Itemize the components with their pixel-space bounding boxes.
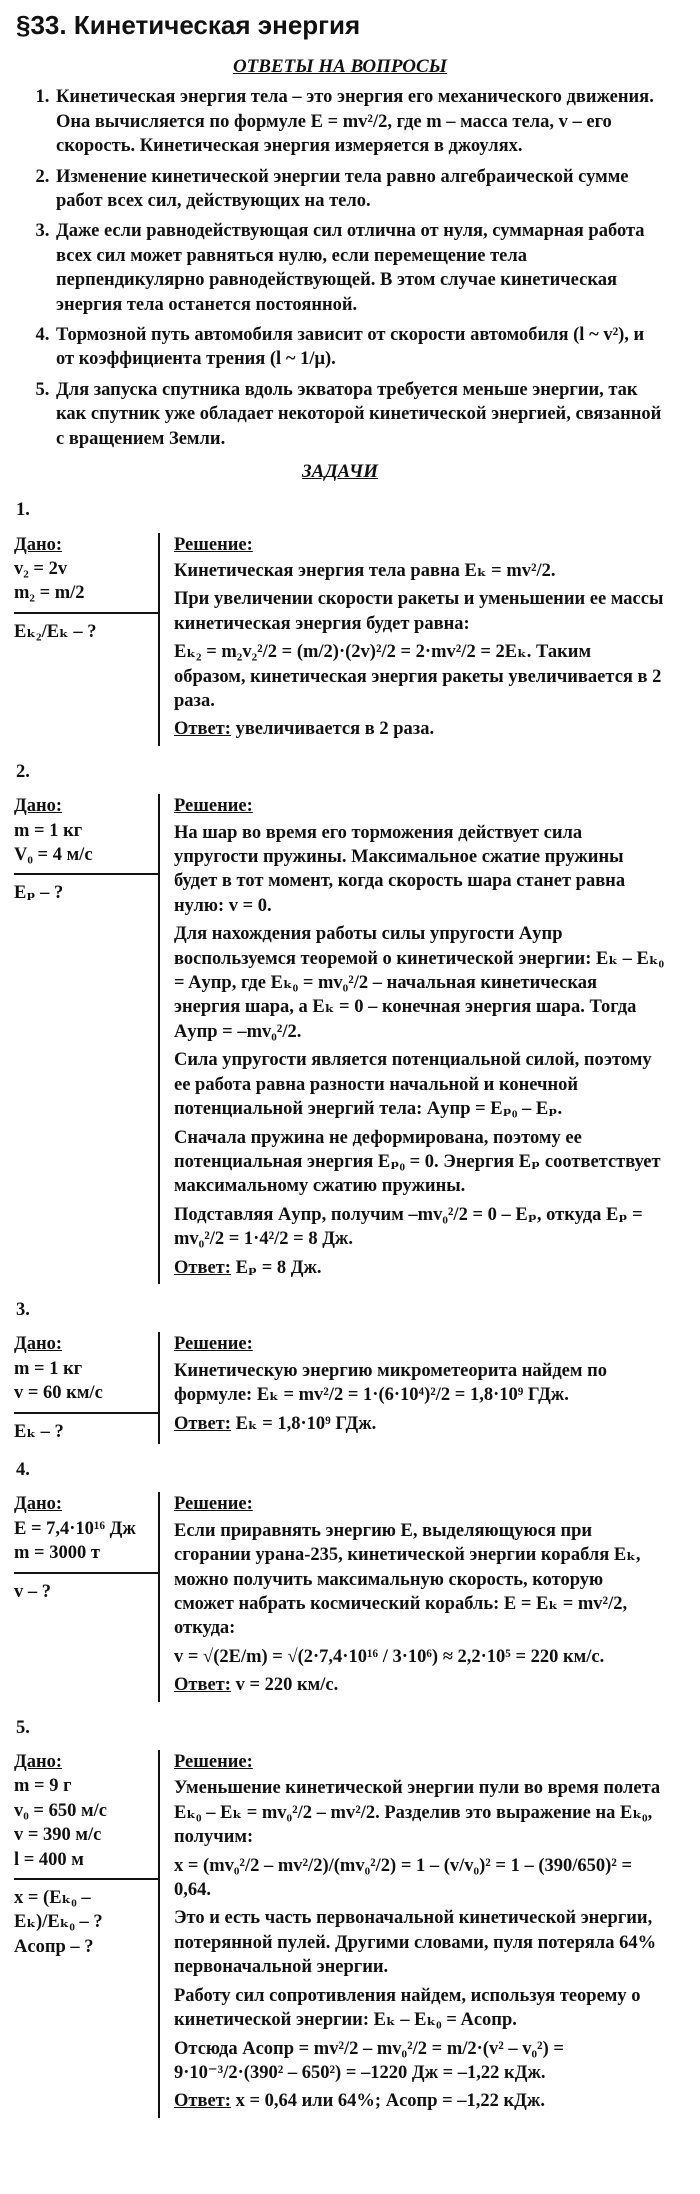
given-block xyxy=(14,794,160,1284)
solution-text: Если приравнять энергию E, выделяющуюся при сгорании урана-235, кинетической энергии корабля Eₖ, можно получить максимальную скорость, которую сможет набрать космический корабль: E = Eₖ = mv²/2, откуда: xyxy=(174,1520,641,1639)
answer-line xyxy=(174,1412,666,1436)
find-item: Aсопр – ? xyxy=(14,1936,94,1957)
find-item: v – ? xyxy=(14,1581,51,1602)
solution-text: Работу сил сопротивления найдем, используя теорему о кинетической энергии: Eₖ – Eₖ₀ = Aсопр. xyxy=(174,1985,641,2031)
answer-text: Eₖ = 1,8·10⁹ ГДж. xyxy=(235,1413,377,1434)
solution-text: v = √(2E/m) = √(2·7,4·10¹⁶ / 3·10⁶) ≈ 2,2·10⁵ = 220 км/с. xyxy=(174,1646,605,1667)
solution-text: Сначала пружина не деформирована, поэтому ее потенциальная энергия Eₚ₀ = 0. Энергия Eₚ соответствует максимальному сжатию пружины. xyxy=(174,1127,661,1197)
answer-text: Eₚ = 8 Дж. xyxy=(235,1257,322,1278)
answer-item: 4. Тормозной путь автомобиля зависит от скорости автомобиля (l ~ v²), и от коэффициента трения (l ~ 1/μ). xyxy=(54,323,666,372)
answer-label: Ответ: xyxy=(174,719,231,740)
task-number: 5. xyxy=(16,1717,30,1738)
solution-text: Для нахождения работы силы упругости Aупр воспользуемся теоремой о кинетической энергии: Eₖ – Eₖ₀ = Aупр, где Eₖ₀ = mv₀²/2 – начальная кинетическая энергия шара, а Eₖ = 0 – конечная энергия шара. Тогда Aупр = –mv₀²/2. xyxy=(174,924,665,1042)
given-divider xyxy=(14,1878,158,1880)
answer-label: Ответ: xyxy=(174,1413,231,1434)
solution-block xyxy=(160,1492,666,1701)
given-label: Дано: xyxy=(14,534,63,555)
answer-line xyxy=(174,1256,666,1280)
given-item: m = 1 кг xyxy=(14,820,83,841)
task-2 xyxy=(14,794,666,1284)
solution-text: Сила упругости является потенциальной силой, поэтому ее работа равна разности начальной и конечной потенциальной энергий тела: Aупр = Eₚ₀ – Eₚ. xyxy=(174,1050,652,1120)
solution-label: Решение: xyxy=(174,1752,253,1773)
solution-label: Решение: xyxy=(174,534,253,555)
answer-line xyxy=(174,1673,666,1697)
given-label: Дано: xyxy=(14,796,63,817)
answers-heading: ОТВЕТЫ НА ВОПРОСЫ xyxy=(232,56,448,78)
task-number: 2. xyxy=(16,761,30,782)
given-item: m = 9 г xyxy=(14,1776,72,1797)
answer-item: 1. Кинетическая энергия тела – это энергия его механического движения. Она вычисляется по формуле E = mv²/2, где m – масса тела, v – его скорость. Кинетическая энергия измеряется в джоулях. xyxy=(54,85,666,158)
solution-text: На шар во время его торможения действует сила упругости пружины. Максимальное сжатие пружины будет в тот момент, когда скорость шара станет равна нулю: v = 0. xyxy=(174,822,626,916)
given-item: v = 390 м/с xyxy=(14,1825,102,1846)
find-item: Eₚ – ? xyxy=(14,883,64,904)
solution-text: Кинетическую энергию микрометеорита найдем по формуле: Eₖ = mv²/2 = 1·(6·10⁴)²/2 = 1,8·10⁹ ГДж. xyxy=(174,1360,608,1406)
given-item: m = 3000 т xyxy=(14,1543,100,1564)
task-1 xyxy=(14,533,666,746)
solution-text: Подставляя Aупр, получим –mv₀²/2 = 0 – Eₚ, откуда Eₚ = mv₀²/2 = 1·4²/2 = 8 Дж. xyxy=(174,1204,643,1250)
solution-text: Отсюда Aсопр = mv²/2 – mv₀²/2 = m/2·(v² – v₀²) = 9·10⁻³/2·(390² – 650²) = –1220 Дж = –1,22 кДж. xyxy=(174,2038,564,2083)
solution-label: Решение: xyxy=(174,796,253,817)
answer-label: Ответ: xyxy=(174,1675,231,1696)
solution-text: x = (mv₀²/2 – mv²/2)/(mv₀²/2) = 1 – (v/v₀)² = 1 – (390/650)² = 0,64. xyxy=(174,1855,633,1901)
given-block xyxy=(14,1332,160,1444)
given-divider xyxy=(14,873,158,875)
solution-text: Eₖ₂ = m₂v₂²/2 = (m/2)·(2v)²/2 = 2·mv²/2 = 2Eₖ. Таким образом, кинетическая энергия ракеты увеличивается в 2 раза. xyxy=(174,642,662,711)
solution-block xyxy=(160,1750,666,2118)
answer-text: x = 0,64 или 64%; Aсопр = –1,22 кДж. xyxy=(235,2091,545,2112)
given-label: Дано: xyxy=(14,1494,63,1515)
page xyxy=(14,0,666,2118)
given-block xyxy=(14,533,160,746)
given-item: l = 400 м xyxy=(14,1849,84,1870)
answer-text: увеличивается в 2 раза. xyxy=(235,719,435,740)
given-block xyxy=(14,1750,160,2118)
given-item: m₂ = m/2 xyxy=(14,583,85,604)
task-number: 1. xyxy=(16,500,30,521)
given-item: E = 7,4·10¹⁶ Дж xyxy=(14,1518,136,1539)
solution-block xyxy=(160,794,666,1284)
answer-item: 2. Изменение кинетической энергии тела равно алгебраической сумме работ всех сил, действующих на тело. xyxy=(54,165,666,214)
given-label: Дано: xyxy=(14,1752,63,1773)
task-3 xyxy=(14,1332,666,1444)
tasks-heading: ЗАДАЧИ xyxy=(301,461,379,483)
task-number: 4. xyxy=(16,1459,30,1480)
given-item: v₂ = 2v xyxy=(14,558,68,579)
answers-list xyxy=(14,85,666,451)
solution-block xyxy=(160,533,666,746)
answer-label: Ответ: xyxy=(174,1257,231,1278)
task-5 xyxy=(14,1750,666,2118)
given-item: v₀ = 650 м/с xyxy=(14,1800,107,1821)
find-item: x = (Eₖ₀ – Eₖ)/Eₖ₀ – ? xyxy=(14,1888,103,1933)
answer-text: v = 220 км/с. xyxy=(235,1675,339,1696)
solution-text: Это и есть часть первоначальной кинетической энергии, потерянной пулей. Другими словами, пуля потеряла 64% первоначальной энергии. xyxy=(174,1908,657,1978)
answer-item: 5. Для запуска спутника вдоль экватора требуется меньше энергии, так как спутник уже обладает некоторой кинетической энергией, связанной с вращением Земли. xyxy=(54,378,666,451)
given-item: v = 60 км/с xyxy=(14,1383,103,1404)
answer-item: 3. Даже если равнодействующая сил отлична от нуля, суммарная работа всех сил может равняться нулю, если перемещение тела перпендикулярно равнодействующей. В этом случае кинетическая энергия тела останется постоянной. xyxy=(54,219,666,317)
solution-block xyxy=(160,1332,666,1444)
given-divider xyxy=(14,1572,158,1574)
given-block xyxy=(14,1492,160,1701)
solution-label: Решение: xyxy=(174,1334,253,1355)
answer-line xyxy=(174,2089,666,2113)
answer-label: Ответ: xyxy=(174,2091,231,2112)
solution-text: При увеличении скорости ракеты и уменьшении ее массы кинетическая энергия будет равна: xyxy=(174,589,664,634)
given-item: V₀ = 4 м/с xyxy=(14,845,93,866)
page-title: §33. Кинетическая энергия xyxy=(16,10,361,40)
find-item: Eₖ₂/Eₖ – ? xyxy=(14,621,97,642)
given-label: Дано: xyxy=(14,1334,63,1355)
solution-text: Уменьшение кинетической энергии пули во время полета Eₖ₀ – Eₖ = mv₀²/2 – mv²/2. Разделив это выражение на Eₖ₀, получим: xyxy=(174,1778,661,1848)
find-item: Eₖ – ? xyxy=(14,1421,64,1442)
task-4 xyxy=(14,1492,666,1701)
given-item: m = 1 кг xyxy=(14,1358,83,1379)
solution-text: Кинетическая энергия тела равна Eₖ = mv²/2. xyxy=(174,560,556,581)
answer-line xyxy=(174,717,666,741)
given-divider xyxy=(14,612,158,614)
task-number: 3. xyxy=(16,1299,30,1320)
given-divider xyxy=(14,1412,158,1414)
solution-label: Решение: xyxy=(174,1494,253,1515)
